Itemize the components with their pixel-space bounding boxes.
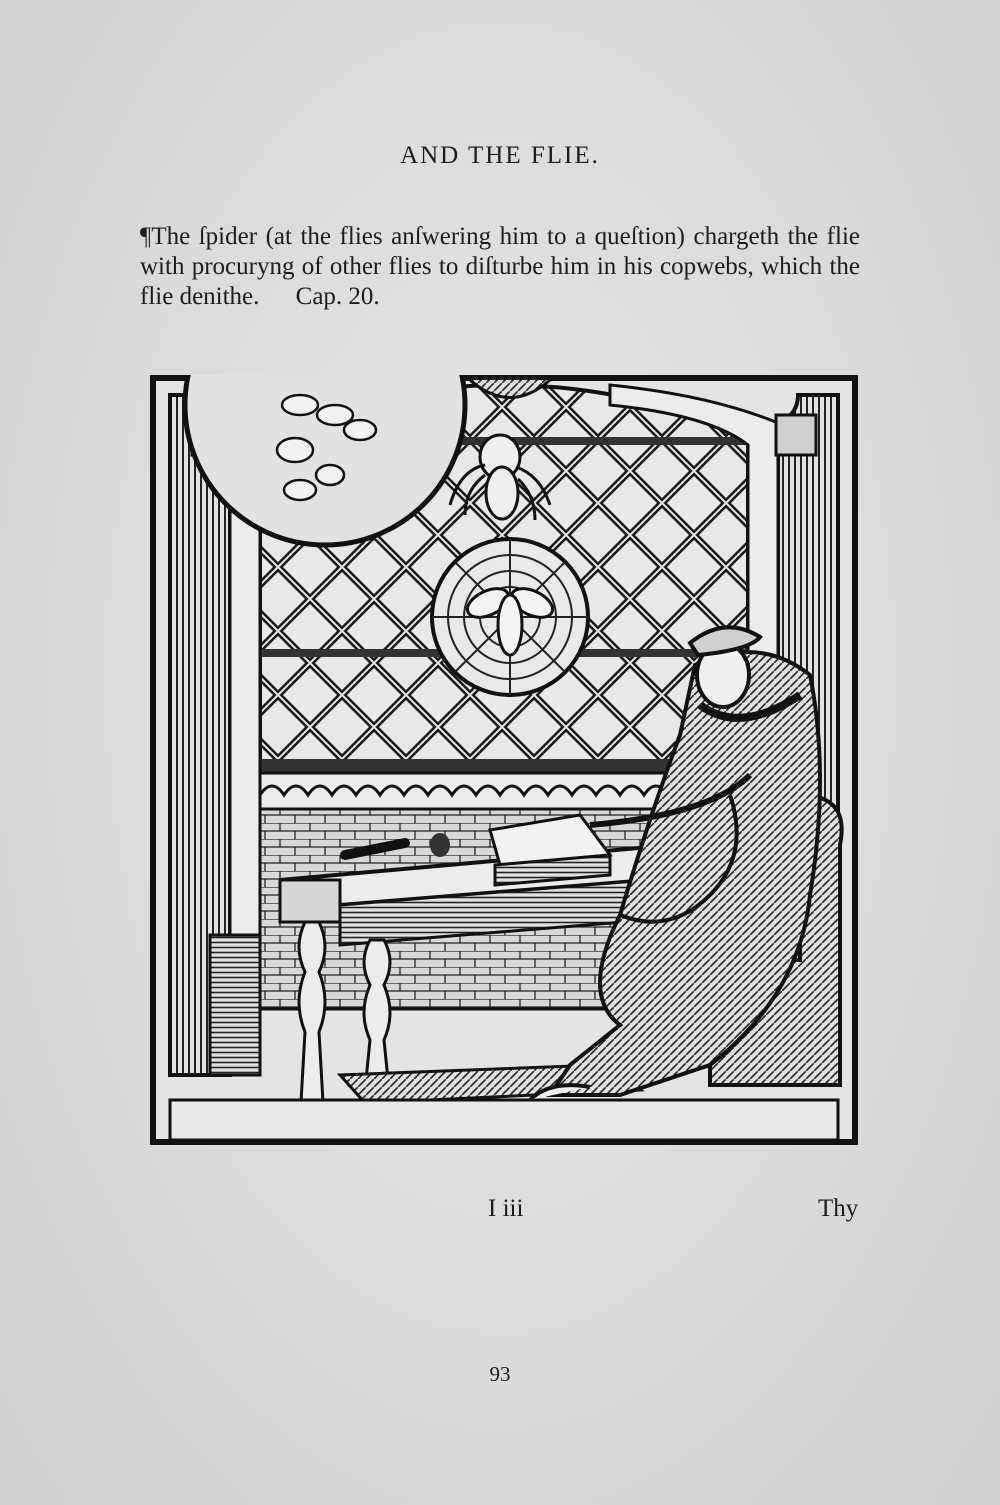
woodcut-illustration xyxy=(150,375,858,1145)
chapter-summary xyxy=(140,222,860,312)
chapter-number: Cap. 20. xyxy=(295,283,380,310)
summary-text: ¶The ſpider (at the flies anſwering him to a queſtion) chargeth the flie with procuryng of other flies to diſturbe him in his copwebs, which the flie denithe. xyxy=(140,223,860,310)
catchword: Thy xyxy=(818,1195,859,1222)
page-number: 93 xyxy=(489,1362,511,1386)
signature-mark: I iii xyxy=(488,1195,524,1222)
running-head: AND THE FLIE. xyxy=(400,142,600,169)
